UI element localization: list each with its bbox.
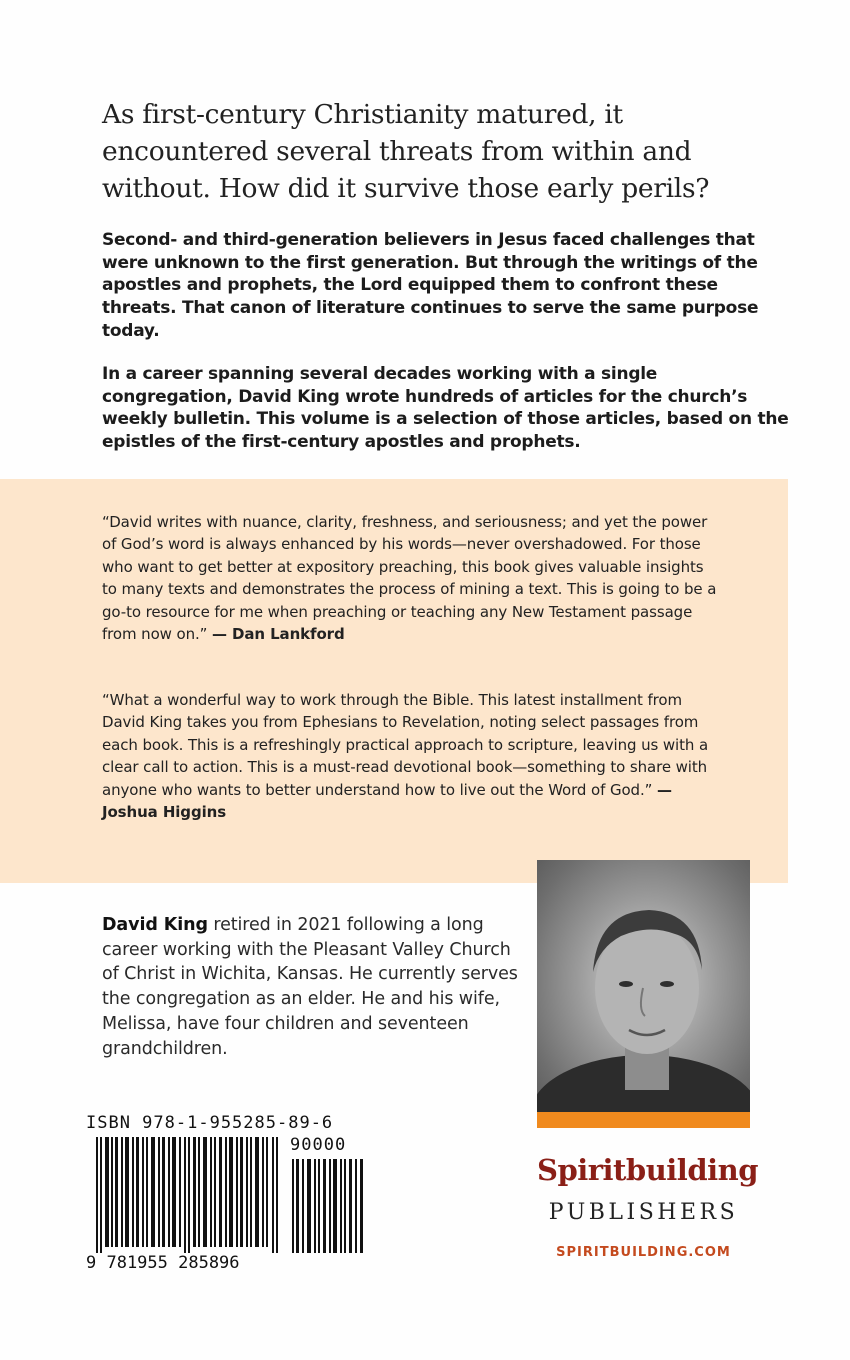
endorsement-quote [102,689,722,823]
quote-text: “What a wonderful way to work through the Bible. This latest installment from David King takes you from Ephesians to Revelation, noting select passages from each book. This is a refreshingly practical approach to scripture, leaving us with a clear call to action. This is a must-read devotional book—something to share with anyone who wants to better understand how to live out the Word of God.” [102,691,709,799]
quote-author: — Joshua Higgins [102,780,672,822]
quote-author: — Dan Lankford [212,625,345,644]
summary-paragraph-2: In a career spanning several decades working with a single congregation, David King wrote hundreds of articles for the church’s weekly bulletin. This volume is a selection of those articles, based on the epistles of the first-century apostles and prophets. [102,364,789,453]
author-photo [537,860,750,1112]
author-bio-text: retired in 2021 following a long career working with the Pleasant Valley Church of Christ in Wichita, Kansas. He currently serves the congregation as an elder. He and his wife, Melissa, have four children and seventeen grandchildren. [102,915,518,1059]
isbn-label: ISBN 978-1-955285-89-6 [86,1113,334,1133]
publisher-logo-subtitle: PUBLISHERS [548,1200,739,1225]
isbn-barcode [86,1113,376,1283]
barcode-bars [96,1137,366,1253]
ean-digits: 9 781955 285896 [86,1253,240,1273]
endorsement-quote [102,511,722,645]
photo-accent-bar [537,1112,750,1128]
summary-paragraph-1: Second- and third-generation believers in Jesus faced challenges that were unknown to the first generation. But through the writings of the apostles and prophets, the Lord equipped them to confront these threats. That canon of literature continues to serve the same purpose today. [102,230,759,341]
quote-text: “David writes with nuance, clarity, freshness, and seriousness; and yet the power of God’s word is always enhanced by his words—never overshadowed. For those who want to get better at expository preaching, this book gives valuable insights to many texts and demonstrates the process of mining a text. This is going to be a go-to resource for me when preaching or teaching any New Testament passage from now on.” [102,513,717,644]
author-bio [102,913,532,1061]
publisher-logo-name: Spiritbuilding [537,1153,758,1187]
author-portrait-illustration [537,860,750,1112]
author-name: David King [102,915,208,935]
intro-heading: As first-century Christianity matured, it encountered several threats from within and without. How did it survive those early perils? [102,99,710,204]
price-code: 90000 [290,1135,347,1155]
publisher-website: SPIRITBUILDING.COM [556,1245,731,1260]
